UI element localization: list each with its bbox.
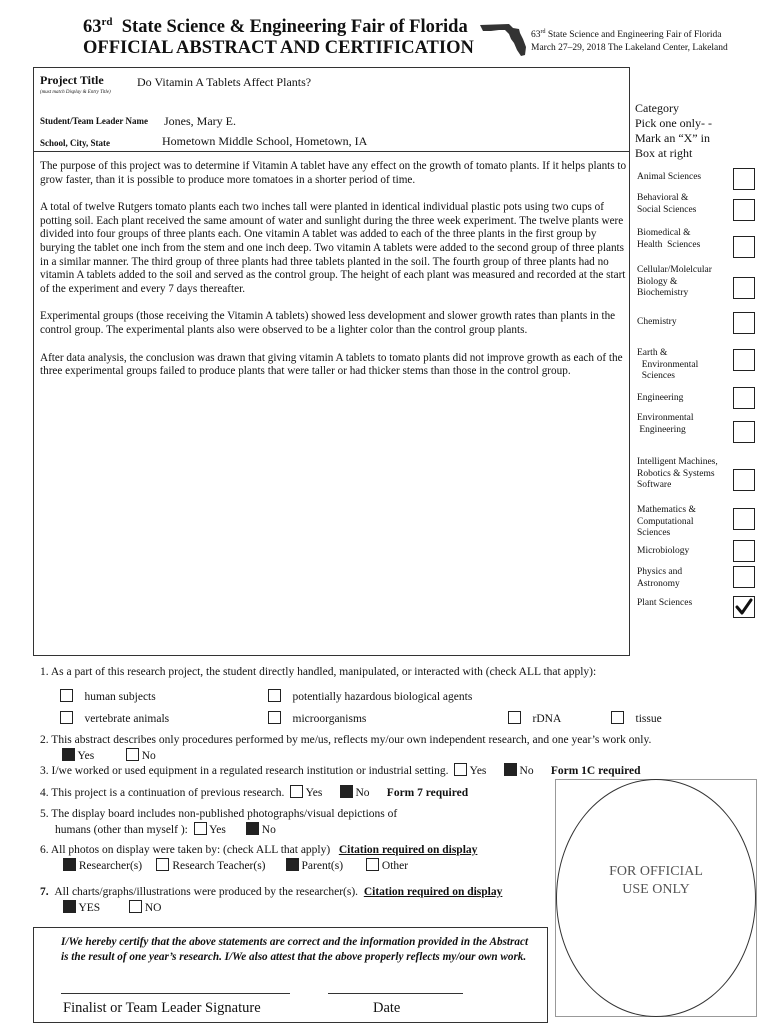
category-label-line: Engineering	[637, 393, 684, 403]
signature-label: Finalist or Team Leader Signature	[63, 1000, 261, 1016]
florida-map-icon	[479, 17, 529, 57]
checkbox[interactable]	[129, 900, 142, 913]
question-7: 7. All charts/graphs/illustrations were produced by the researcher(s). Citation required on display	[40, 886, 503, 898]
category-label-line: Microbiology	[637, 546, 690, 556]
category-label-line: Biochemistry	[637, 288, 689, 298]
category-label	[637, 546, 689, 558]
category-label	[637, 228, 700, 251]
project-title-label: Project Title	[40, 73, 104, 87]
q1-tissue[interactable]: tissue	[611, 711, 662, 725]
category-label-line: Plant Sciences	[637, 598, 693, 608]
category-heading: Category Pick one only- - Mark an “X” in Box at right	[635, 101, 712, 160]
category-checkbox[interactable]	[733, 168, 755, 190]
category-label-line: Mathematics &	[637, 505, 696, 515]
category-checkbox[interactable]	[733, 387, 755, 409]
category-label-line: Sciences	[637, 528, 671, 538]
abstract-text[interactable]	[40, 160, 628, 393]
category-checkbox[interactable]	[733, 540, 755, 562]
category-checkbox[interactable]	[733, 421, 755, 443]
category-label-line: Environmental	[637, 413, 694, 423]
certification-text: I/We hereby certify that the above statements are correct and the information provided in the Abstract is the result of one year’s research. I/We also attest that the above properly reflects my/our own work.	[61, 936, 529, 963]
checkbox[interactable]	[611, 711, 624, 724]
question-3[interactable]: 3. I/we worked or used equipment in a regulated research institution or industrial setting. Yes No Form 1C required	[40, 765, 641, 777]
q1-bio-agents[interactable]: potentially hazardous biological agents	[268, 689, 472, 703]
category-label-line: Software	[637, 480, 672, 490]
project-title-note: (must match Display & Entry Title)	[40, 90, 111, 95]
category-label-line: Social Sciences	[637, 204, 697, 215]
category-label-line: Computational	[637, 516, 694, 527]
signature-line[interactable]	[61, 993, 290, 994]
abstract-paragraph-2: A total of twelve Rutgers tomato plants each two inches tall were planted in identical individual plastic pots using two cups of potting soil. Each plant received the same amount of water and sunlight during the three week experiment. The twelve plants were divided into four groups of three plants each. One vitamin A tablet was added to each of the three plants in the first group by burying the tablet one inch from the stem and one inch deep. Two vitamin A tablets were added to the second group of three plants in a similar manner. The third group of three plants had three tablets planted in the soil. The fourth group of three plants had no vitamin A tablets added to the soil and served as the control group. The height of each plant was measured and recorded at the start of the experiment and every 7 days thereafter.	[40, 201, 626, 295]
category-checkbox[interactable]	[733, 312, 755, 334]
category-label	[637, 567, 682, 590]
category-label-line: Earth &	[637, 348, 668, 358]
category-label-line: Behavioral &	[637, 193, 689, 203]
question-7-answers[interactable]: YES NO	[63, 900, 161, 914]
checkbox[interactable]	[126, 748, 139, 761]
category-label-line: Chemistry	[637, 317, 677, 327]
checkbox[interactable]	[60, 711, 73, 724]
category-label	[637, 265, 712, 300]
checkbox[interactable]	[366, 858, 379, 871]
checkbox-checked[interactable]	[63, 900, 76, 913]
checkbox[interactable]	[156, 858, 169, 871]
category-checkbox[interactable]	[733, 566, 755, 588]
checkbox[interactable]	[60, 689, 73, 702]
category-label-line: Health Sciences	[637, 239, 701, 250]
q1-human-subjects[interactable]: human subjects	[60, 689, 156, 703]
category-label-line: Engineering	[637, 424, 686, 435]
category-label	[637, 393, 683, 405]
checkmark-icon	[734, 597, 754, 617]
leader-value[interactable]: Jones, Mary E.	[164, 114, 236, 128]
checkbox[interactable]	[268, 711, 281, 724]
q1-vertebrate[interactable]: vertebrate animals	[60, 711, 169, 725]
category-label-line: Astronomy	[637, 578, 680, 589]
checkbox[interactable]	[194, 822, 207, 835]
category-label	[637, 317, 677, 329]
checkbox-checked[interactable]	[246, 822, 259, 835]
fair-info: 63rd State Science and Engineering Fair of Florida March 27–29, 2018 The Lakeland Center, Lakeland	[531, 29, 728, 54]
category-checkbox[interactable]	[733, 236, 755, 258]
checkbox[interactable]	[508, 711, 521, 724]
category-label	[637, 598, 692, 610]
q2-answers[interactable]: Yes No	[62, 748, 156, 762]
form-title: OFFICIAL ABSTRACT AND CERTIFICATION	[83, 38, 474, 58]
question-1: 1. As a part of this research project, the student directly handled, manipulated, or interacted with (check ALL that apply):	[40, 666, 597, 678]
q1-microorganisms[interactable]: microorganisms	[268, 711, 366, 725]
category-label-line: Animal Sciences	[637, 172, 702, 182]
category-checkbox[interactable]	[733, 508, 755, 530]
q1-rdna[interactable]: rDNA	[508, 711, 561, 725]
question-6: 6. All photos on display were taken by: (check ALL that apply) Citation required on display	[40, 844, 478, 856]
category-label-line: Cellular/Molelcular	[637, 265, 712, 275]
category-label-line: Physics and	[637, 567, 683, 577]
school-label: School, City, State	[40, 138, 111, 148]
category-label	[637, 413, 693, 436]
category-label-line: Biomedical &	[637, 228, 691, 238]
question-4[interactable]: 4. This project is a continuation of previous research. Yes No Form 7 required	[40, 787, 469, 799]
checkbox[interactable]	[454, 763, 467, 776]
category-label	[637, 457, 718, 492]
category-label-line: Biology &	[637, 276, 678, 287]
fair-title: 63rd State Science & Engineering Fair of Florida	[83, 16, 468, 38]
abstract-paragraph-3: Experimental groups (those receiving the Vitamin A tablets) showed less development and slower growth rates than plants in the control group. The experimental plants also were observed to be a lighter color than the control group plants.	[40, 310, 616, 336]
category-label	[637, 505, 696, 540]
question-6-answers[interactable]: Researcher(s) Research Teacher(s) Parent(s) Other	[63, 858, 408, 872]
abstract-paragraph-4: After data analysis, the conclusion was drawn that giving vitamin A tablets to tomato plants did not improve growth as each of the three experimental groups failed to produce plants that were taller or had thicker stems than those in the control group.	[40, 351, 623, 378]
category-label	[637, 172, 701, 184]
question-5-answers[interactable]: humans (other than myself ): Yes No	[55, 824, 276, 836]
checkbox-checked[interactable]	[63, 858, 76, 871]
school-value[interactable]: Hometown Middle School, Hometown, IA	[162, 134, 368, 148]
checkbox[interactable]	[290, 785, 303, 798]
checkbox-checked[interactable]	[340, 785, 353, 798]
leader-label: Student/Team Leader Name	[40, 116, 148, 126]
date-label: Date	[373, 1000, 401, 1016]
category-label-line: Intelligent Machines,	[637, 457, 718, 467]
date-line[interactable]	[328, 993, 463, 994]
checkbox-checked[interactable]	[504, 763, 517, 776]
category-checkbox-checked[interactable]	[733, 596, 755, 618]
category-checkbox[interactable]	[733, 199, 755, 221]
checkbox-checked[interactable]	[286, 858, 299, 871]
category-checkbox[interactable]	[733, 469, 755, 491]
question-5: 5. The display board includes non-published photographs/visual depictions of	[40, 808, 398, 820]
category-checkbox[interactable]	[733, 349, 755, 371]
category-label-line: Robotics & Systems	[637, 468, 715, 479]
checkbox[interactable]	[268, 689, 281, 702]
official-use-label: FOR OFFICIAL USE ONLY	[609, 864, 703, 897]
category-label-line: Environmental	[637, 359, 699, 370]
abstract-paragraph-1: The purpose of this project was to determine if Vitamin A tablet have any effect on the growth of tomato plants. If it helps plants to grow faster, than it is possible to produce more tomatoes in a shorter period of time.	[40, 160, 627, 186]
category-label	[637, 348, 698, 383]
line-under-school	[34, 151, 629, 152]
category-checkbox[interactable]	[733, 277, 755, 299]
category-label-line: Sciences	[637, 371, 675, 381]
checkbox-checked[interactable]	[62, 748, 75, 761]
category-label	[637, 193, 696, 216]
project-title-value[interactable]: Do Vitamin A Tablets Affect Plants?	[137, 75, 312, 89]
question-2: 2. This abstract describes only procedures performed by me/us, reflects my/our own independent research, and one year’s work only.	[40, 734, 652, 746]
